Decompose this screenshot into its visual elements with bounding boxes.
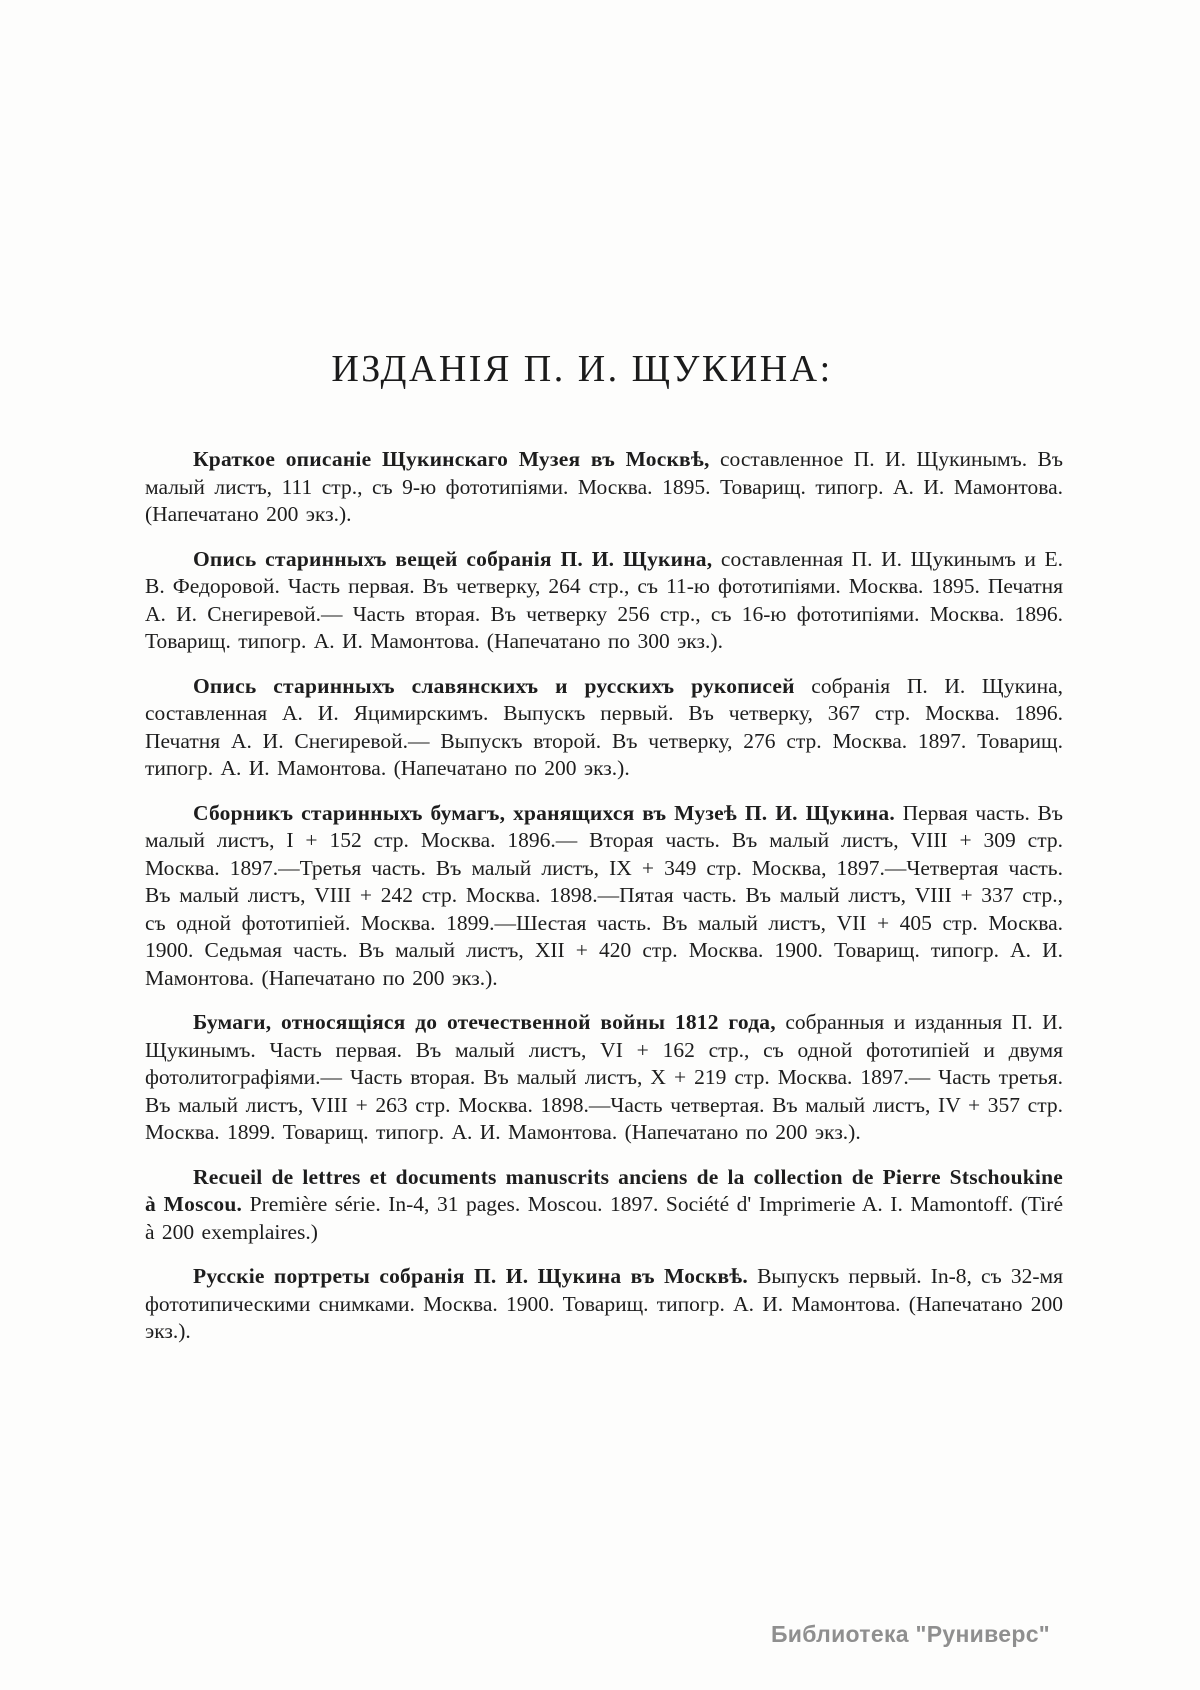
entry-title-bold: Бумаги, относящіяся до отечественной войны 1812 года, (193, 1010, 776, 1034)
bibliography-entry (145, 446, 1063, 529)
library-watermark: Библиотека "Руниверс" (770, 1621, 1050, 1647)
entry-title-bold: Recueil de lettres et documents manuscrits anciens de la collection de Pierre Stschoukine à Moscou. (145, 1164, 1063, 1216)
page-title: ИЗДАНІЯ П. И. ЩУКИНА: (331, 348, 833, 390)
entry-details: собранныя и изданныя П. И. Щукинымъ. Часть первая. Въ малый листъ, VI + 162 стр., съ одной фототипіей и двумя фотолитографіями.— Часть вторая. Въ малый листъ, X + 219 стр. Москва. 1897.— Часть третья. Въ малый листъ, VIII + 263 стр. Москва. 1898.—Часть четвертая. Въ малый листъ, IV + 357 стр. Москва. 1899. Товарищ. типогр. А. И. Мамонтова. (Напечатано по 200 экз.). (145, 1010, 1064, 1144)
entry-title-bold: Русскіе портреты собранія П. И. Щукина въ Москвѣ. (193, 1264, 748, 1288)
page-content (145, 350, 1063, 1346)
bibliography-entry (145, 1009, 1063, 1147)
bibliography-entry (145, 1164, 1063, 1247)
entry-title-bold: Опись старинныхъ славянскихъ и русскихъ рукописей (193, 673, 795, 698)
bibliography-entry (145, 800, 1063, 993)
entry-title-bold: Краткое описаніе Щукинскаго Музея въ Москвѣ, (193, 447, 710, 471)
bibliography-entry (145, 1263, 1063, 1346)
entry-title-bold: Опись старинныхъ вещей собранія П. И. Щукина, (193, 546, 713, 571)
entry-details: Выпускъ первый. In-8, съ 32-мя фототипическими снимками. Москва. 1900. Товарищ. типогр. А. И. Мамонтова. (Напечатано 200 экз.). (145, 1264, 1063, 1343)
entry-title-bold: Сборникъ старинныхъ бумагъ, хранящихся въ Музеѣ П. И. Щукина. (193, 800, 895, 825)
entry-details: составленное П. И. Щукинымъ. Въ малый листъ, 111 стр., съ 9-ю фототипіями. Москва. 1895. Товарищ. типогр. А. И. Мамонтова. (Напечатано 200 экз.). (145, 447, 1063, 526)
entry-details: составленная П. И. Щукинымъ и Е. В. Федоровой. Часть первая. Въ четверку, 264 стр., съ 11-ю фототипіями. Москва. 1895. Печатня А. И. Снегиревой.— Часть вторая. Въ четверку 256 стр., съ 16-ю фототипіями. Москва. 1896. Товарищ. типогр. А. И. Мамонтова. (Напечатано по 300 экз.). (145, 546, 1063, 653)
bibliography-list (145, 446, 1063, 1346)
entry-details: Первая часть. Въ малый листъ, I + 152 стр. Москва. 1896.— Вторая часть. Въ малый листъ, VIII + 309 стр. Москва. 1897.—Третья часть. Въ малый листъ, IX + 349 стр. Москва, 1897.—Четвертая часть. Въ малый листъ, VIII + 242 стр. Москва. 1898.—Пятая часть. Въ малый листъ, VIII + 337 стр., съ одной фототипіей. Москва. 1899.—Шестая часть. Въ малый листъ, VII + 405 стр. Москва. 1900. Седьмая часть. Въ малый листъ, XII + 420 стр. Москва. 1900. Товарищ. типогр. А. И. Мамонтова. (Напечатано по 200 экз.). (145, 800, 1063, 990)
entry-details: собранія П. И. Щукина, составленная А. И. Яцимирскимъ. Выпускъ первый. Въ четверку, 367 стр. Москва. 1896. Печатня А. И. Снегиревой.— Выпускъ второй. Въ четверку, 276 стр. Москва. 1897. Товарищ. типогр. А. И. Мамонтова. (Напечатано по 200 экз.). (145, 673, 1063, 780)
bibliography-entry (145, 673, 1063, 783)
bibliography-entry (145, 546, 1063, 656)
entry-details: Première série. In-4, 31 pages. Moscou. 1897. Société d' Imprimerie A. I. Mamontoff. (Tiré à 200 exemplaires.) (145, 1192, 1063, 1244)
